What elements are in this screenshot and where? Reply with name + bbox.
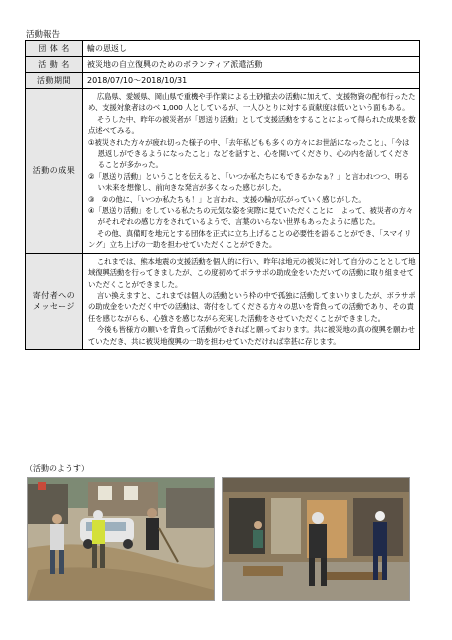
activity-period-value: 2018/07/10〜2018/10/31 — [83, 73, 420, 89]
results-body — [83, 89, 420, 254]
group-name-label: 団 体 名 — [26, 41, 83, 57]
donor-message-label-line2: メッセージ — [32, 302, 76, 312]
activity-period-label: 活動期間 — [26, 73, 83, 89]
photos-heading: （活動のようす） — [25, 464, 89, 473]
donor-message-paragraph: 言い換えますと、これまでは個人の活動という枠の中で孤独に活動してまいりましたが、ボラサポの助成金をいただく中での活動は、寄付をしてくださる方々の思いを背負っての活動であり、その責任を感じながらも、心強さを感じながら充実した活動をさせていただくことができました。 — [88, 290, 416, 323]
group-name-value: 輪の恩返し — [83, 41, 420, 57]
page-heading: 活動報告 — [26, 30, 61, 40]
results-item: ①被災された方々が疲れ切った様子の中、「去年私どもも多くの方々にお世話になったこと」、「今は恩返しができるようになったこと」などを話すと、心を開いてくださり、心の内を話してくださることが多かった。 — [88, 137, 410, 170]
results-item: ②「恩送り活動」ということを伝えると、「いつか私たちにもできるかなぁ？」と言われつつ、明るい未来を想像し、前向きな発言が多くなった感じがした。 — [88, 171, 409, 193]
activity-name-value: 被災地の自立復興のためのボランティア派遣活動 — [83, 57, 420, 73]
report-table — [25, 40, 420, 350]
activity-photo-house-cleanup — [222, 477, 410, 601]
donor-message-label — [26, 253, 83, 349]
activity-photo-mud-removal — [27, 477, 215, 601]
row-group-name — [26, 41, 420, 57]
row-results — [26, 89, 420, 254]
results-item: ③ ②の他に、「いつか私たちも！」と言われ、支援の輪が広がっていく感じがした。 — [88, 194, 366, 204]
results-paragraph: そうした中、昨年の被災者が「恩送り活動」として支援活動をすることによって得られた成果を数点述べてみる。 — [88, 114, 416, 136]
donor-message-paragraph: 今後も皆様方の願いを背負って活動ができればと願っております。共に被災地の真の復興を願わせていただき、共に被災地復興の一助を担わせていただければ幸甚に存じます。 — [88, 325, 415, 346]
donor-message-paragraph: これまでは、熊本地震の支援活動を個人的に行い、昨年は地元の被災に対して自分のこととして地域復興活動を行ってきましたが、この度初めてボラサポの助成金をいただいての活動に取り組ませていただくことができました。 — [88, 256, 416, 289]
results-paragraph: 広島県、愛媛県、岡山県で重機や手作業による土砂撤去の活動に加えて、支援物資の配布行ったため、支援対象者はのべ 1,000 人としているが、一人ひとりに対する貢献度は低いという面もある。 — [88, 92, 416, 113]
results-label: 活動の成果 — [26, 89, 83, 254]
row-activity-name — [26, 57, 420, 73]
activity-name-label: 活 動 名 — [26, 57, 83, 73]
donor-message-label-line1: 寄付者への — [32, 291, 76, 301]
row-activity-period — [26, 73, 420, 89]
donor-message-body — [83, 253, 420, 349]
results-paragraph: その他、真備町を地元とする団体を正式に立ち上げることの必要性を語ることができ、「スマイリング」立ち上げの一助を担わせていただくことができた。 — [88, 228, 412, 250]
row-donor-message — [26, 253, 420, 349]
results-item: ④「恩送り活動」をしている私たちの元気な姿を実際に見ていただくことに よって、被災者の方々がそれぞれの感じ方をされているようで、言葉のいらない世界もあったように感じた。 — [88, 206, 413, 227]
